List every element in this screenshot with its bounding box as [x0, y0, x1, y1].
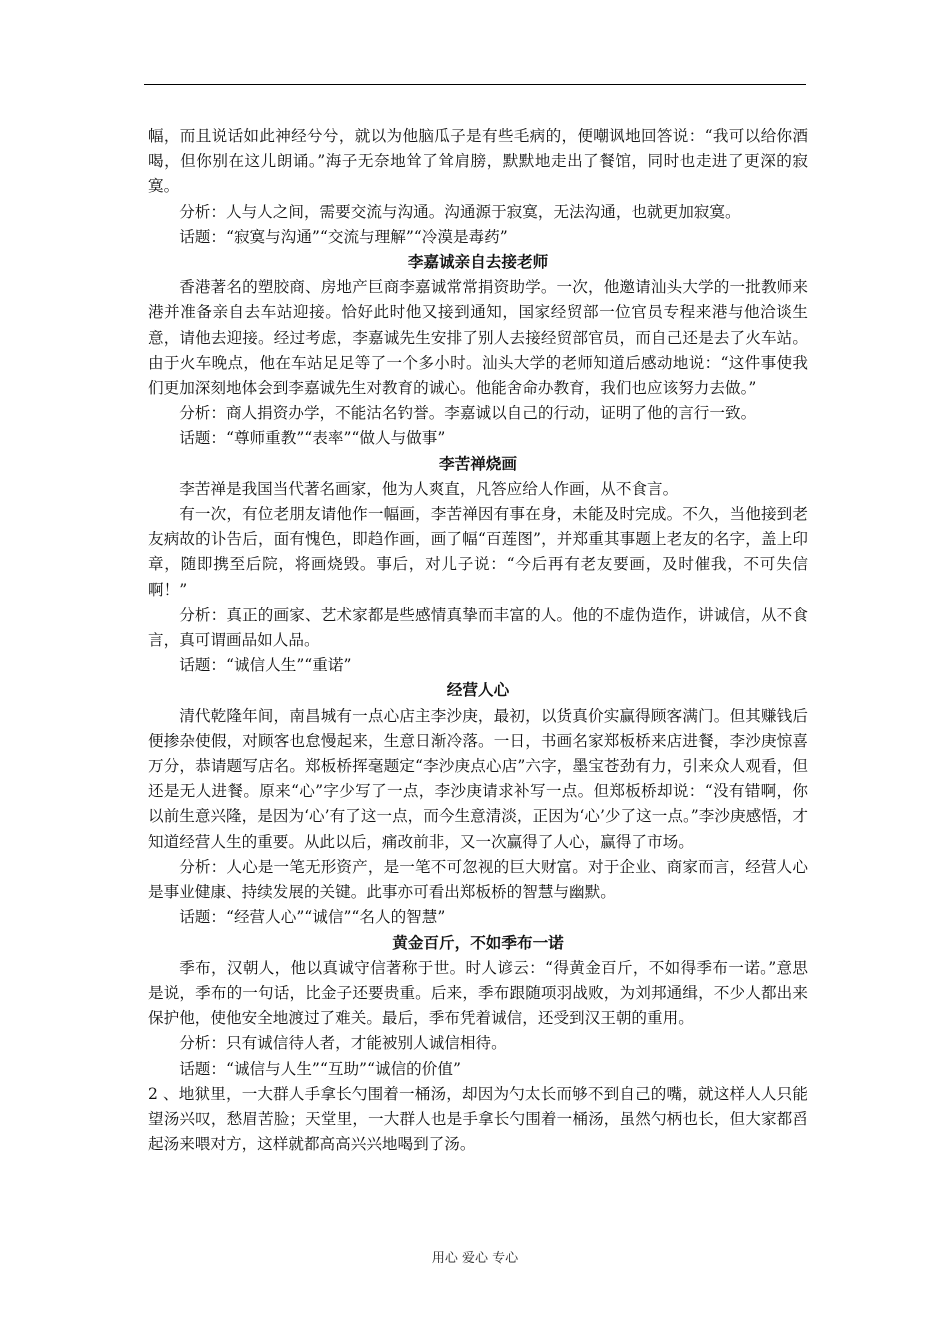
paragraph: 清代乾隆年间，南昌城有一点心店主李沙庚，最初，以货真价实赢得顾客满门。但其赚钱后便掺杂使假，对顾客也怠慢起来，生意日渐冷落。一日，书画名家郑板桥来店进餐，李沙庚惊喜万分，恭请题写店名。郑板桥挥毫题定“李沙庚点心店”六字，墨宝苍劲有力，引来众人观看，但还是无人进餐。原来“心”字少写了一点，李沙庚请求补写一点。但郑板桥却说：“没有错啊，你以前生意兴隆，是因为‘心’有了这一点，而今生意清淡，正因为‘心’少了这一点。”李沙庚感悟，才知道经营人生的重要。从此以后，痛改前非，又一次赢得了人心，赢得了市场。 [148, 706, 808, 851]
header-rule [144, 84, 806, 85]
paragraph: 分析：只有诚信待人者，才能被别人诚信相待。 [179, 1034, 507, 1053]
paragraph: 话题：“寂寞与沟通”“交流与理解”“冷漠是毒药” [179, 227, 508, 246]
paragraph: 分析：商人捐资办学，不能沽名钓誉。李嘉诚以自己的行动，证明了他的言行一致。 [179, 404, 757, 423]
paragraph: 话题：“尊师重教”“表率”“做人与做事” [179, 429, 446, 448]
section-title: 经营人心 [446, 681, 510, 700]
section-title: 黄金百斤，不如季布一诺 [392, 933, 564, 952]
paragraph: 2 、地狱里，一大群人手拿长勺围着一桶汤，却因为勺太长而够不到自己的嘴，就这样人人只能望汤兴叹，愁眉苦脸；天堂里，一大群人也是手拿长勺围着一桶汤，虽然勺柄也长，但大家都舀起汤来喂对方，这样就都高高兴兴地喝到了汤。 [148, 1084, 808, 1154]
paragraph: 香港著名的塑胶商、房地产巨商李嘉诚常常捐资助学。一次，他邀请汕头大学的一批教师来港并准备亲自去车站迎接。恰好此时他又接到通知，国家经贸部一位官员专程来港与他洽谈生意，请他去迎接。经过考虑，李嘉诚先生安排了别人去接经贸部官员，而自己还是去了火车站。由于火车晚点，他在车站足足等了一个多小时。汕头大学的老师知道后感动地说：“这件事使我们更加深刻地体会到李嘉诚先生对教育的诚心。他能舍命办教育，我们也应该努力去做。” [148, 278, 808, 398]
paragraph: 话题：“诚信人生”“重诺” [179, 656, 352, 675]
page-footer: 用心 爱心 专心 [431, 1251, 519, 1266]
paragraph: 季布，汉朝人，他以真诚守信著称于世。时人谚云：“得黄金百斤，不如得季布一诺。”意思是说，季布的一句话，比金子还要贵重。后来，季布跟随项羽战败，为刘邦通缉，不少人都出来保护他，使他安全地渡过了难关。最后，季布凭着诚信，还受到汉王朝的重用。 [148, 958, 808, 1028]
paragraph: 幅，而且说话如此神经兮兮，就以为他脑瓜子是有些毛病的，便嘲讽地回答说：“我可以给你酒喝，但你别在这儿朗诵。”海子无奈地耸了耸肩膀，默默地走出了餐馆，同时也走进了更深的寂寞。 [148, 127, 808, 196]
paragraph: 分析：真正的画家、艺术家都是些感情真挚而丰富的人。他的不虚伪造作，讲诚信，从不食言，真可谓画品如人品。 [148, 605, 808, 650]
document-body [148, 124, 808, 1157]
paragraph: 李苦禅是我国当代著名画家，他为人爽直，凡答应给人作画，从不食言。 [179, 479, 679, 498]
paragraph: 有一次，有位老朋友请他作一幅画，李苦禅因有事在身，未能及时完成。不久，当他接到老友病故的讣告后，面有愧色，即趋作画，画了幅“百莲图”，并郑重其事题上老友的名字，盖上印章，随即携至后院，将画烧毁。事后，对儿子说：“今后再有老友要画，及时催我，不可失信啊！” [148, 505, 808, 599]
paragraph: 话题：“经营人心”“诚信”“名人的智慧” [179, 908, 446, 927]
paragraph: 分析：人与人之间，需要交流与沟通。沟通源于寂寞，无法沟通，也就更加寂寞。 [179, 202, 741, 221]
paragraph: 话题：“诚信与人生”“互助”“诚信的价值” [179, 1059, 461, 1078]
paragraph: 分析：人心是一笔无形资产，是一笔不可忽视的巨大财富。对于企业、商家而言，经营人心是事业健康、持续发展的关键。此事亦可看出郑板桥的智慧与幽默。 [148, 857, 808, 902]
section-title: 李苦禅烧画 [439, 454, 517, 473]
section-title: 李嘉诚亲自去接老师 [407, 253, 549, 272]
